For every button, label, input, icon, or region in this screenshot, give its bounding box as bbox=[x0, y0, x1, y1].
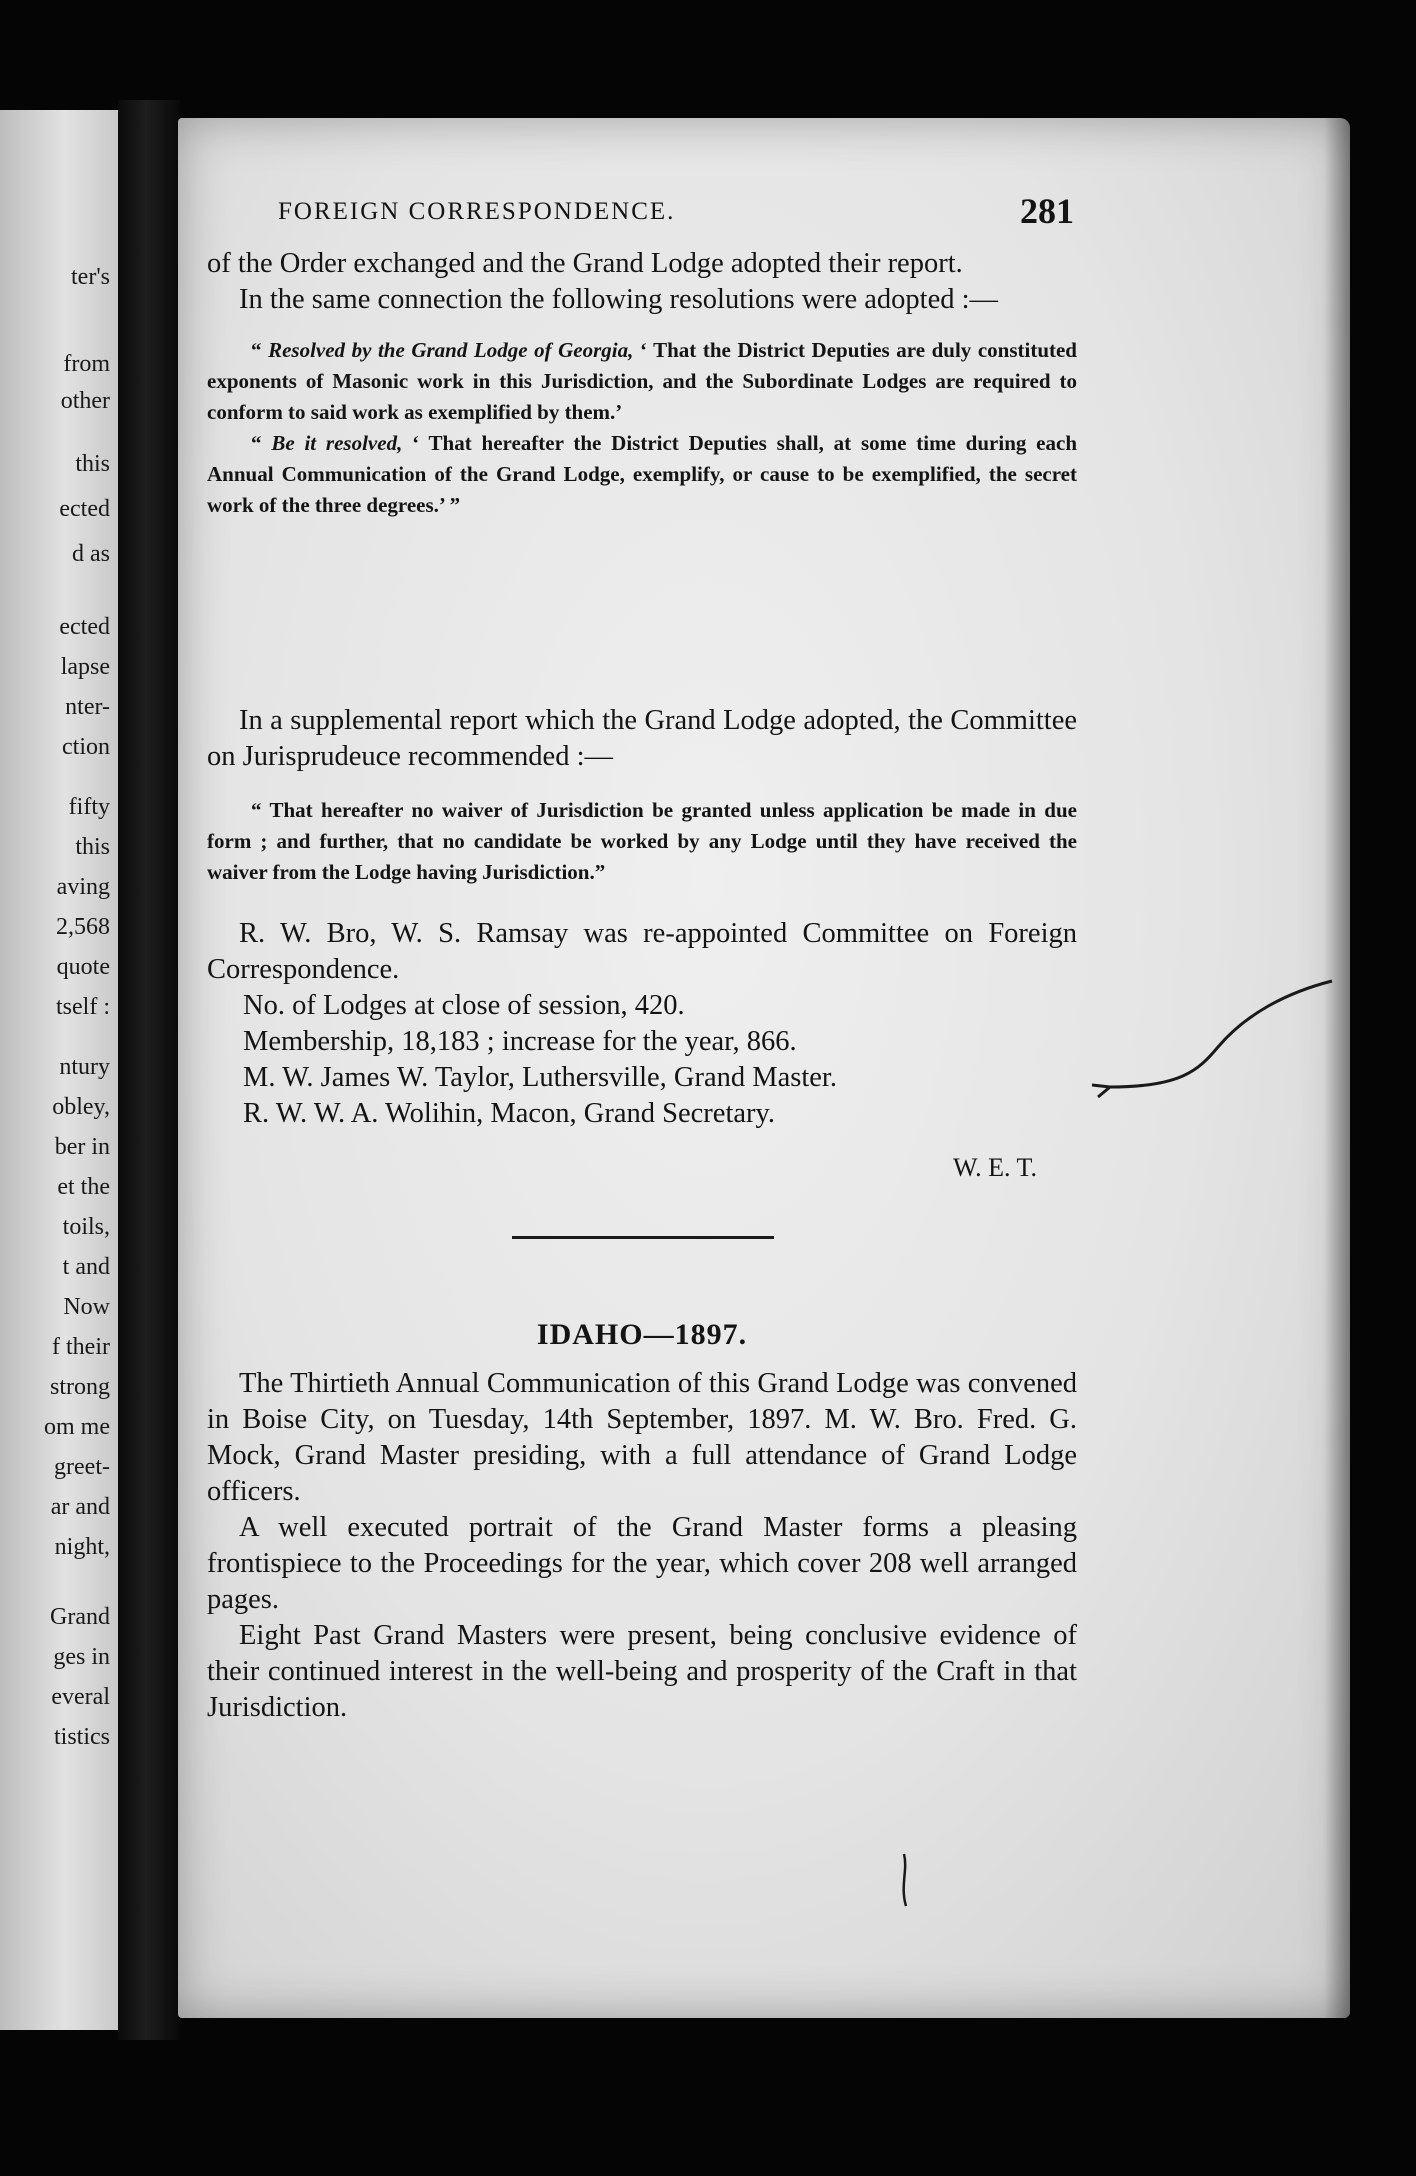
quote-resolution-1-text: ‘ That the District Deputies are duly constituted exponents of Masonic work in this Jurisdiction, and the Subordinate Lodges are required to conform to said work as exemplified by them.’ bbox=[207, 338, 1077, 424]
running-head-title: FOREIGN CORRESPONDENCE. bbox=[278, 198, 676, 225]
facing-page-fragment: this bbox=[75, 834, 110, 860]
facing-page-fragment: night, bbox=[54, 1534, 110, 1560]
quote-open-mark: “ bbox=[251, 338, 269, 362]
quote-resolution-1-italic: Resolved by the Grand Lodge of Georgia, bbox=[268, 338, 634, 362]
quote-waiver: “ That hereafter no waiver of Jurisdiction be granted unless application be made in due form ; and further, that no candidate be worked by any Lodge until they have received the waiver from the Lodge having Jurisdiction.” bbox=[207, 798, 1077, 884]
ink-tick-mark bbox=[890, 1850, 920, 1910]
facing-page-fragment: ges in bbox=[53, 1644, 110, 1670]
facing-page-fragment: lapse bbox=[60, 654, 110, 680]
quote-resolution-2 bbox=[207, 428, 1077, 521]
facing-page-fragment: ected bbox=[59, 614, 110, 640]
facing-page-fragment: ntury bbox=[59, 1054, 110, 1080]
facing-page-fragment: this bbox=[75, 451, 110, 477]
facing-page-fragment: fifty bbox=[68, 794, 110, 820]
facing-page-fragment: ction bbox=[62, 734, 110, 760]
paragraph-resolutions-intro: In the same connection the following resolutions were adopted :— bbox=[239, 284, 999, 315]
paragraph-committee-reappointed: R. W. Bro, W. S. Ramsay was re-appointed Committee on Foreign Correspondence. bbox=[207, 918, 1077, 985]
book-gutter bbox=[118, 100, 180, 2040]
facing-page-fragment: d as bbox=[72, 541, 110, 567]
stat-line: M. W. James W. Taylor, Luthersville, Grand Master. bbox=[243, 1062, 837, 1093]
facing-page-fragment: ected bbox=[59, 496, 110, 522]
facing-page-fragment: strong bbox=[50, 1374, 110, 1400]
stat-line: No. of Lodges at close of session, 420. bbox=[243, 990, 685, 1021]
facing-page-fragment: f their bbox=[52, 1334, 110, 1360]
facing-page-fragment: toils, bbox=[62, 1214, 110, 1240]
facing-page-fragment: quote bbox=[56, 954, 110, 980]
section-divider-rule bbox=[512, 1236, 774, 1239]
facing-page-fragment: tself : bbox=[56, 994, 110, 1020]
facing-page-fragment: everal bbox=[51, 1684, 110, 1710]
stat-line: R. W. W. A. Wolihin, Macon, Grand Secretary. bbox=[243, 1098, 776, 1129]
facing-page-fragment: from bbox=[63, 351, 110, 377]
page-number: 281 bbox=[1020, 191, 1074, 231]
section-heading-idaho: IDAHO—1897. bbox=[536, 1318, 748, 1351]
quote-open-mark: “ bbox=[251, 431, 272, 455]
paragraph-idaho-portrait: A well executed portrait of the Grand Master forms a pleasing frontispiece to the Proceedings for the year, which cover 208 well arranged pages. bbox=[207, 1512, 1077, 1615]
georgia-closing bbox=[207, 916, 1077, 1186]
facing-page-strip bbox=[0, 110, 118, 2030]
facing-page-fragment: ter's bbox=[71, 264, 110, 290]
paragraph-supplemental-report: In a supplemental report which the Grand Lodge adopted, the Committee on Jurisprudeuce recommended :— bbox=[207, 705, 1077, 772]
quote-resolution-2-italic: Be it resolved, bbox=[271, 431, 403, 455]
quote-resolution-1 bbox=[207, 335, 1077, 428]
stat-line: Membership, 18,183 ; increase for the year, 866. bbox=[243, 1026, 797, 1057]
facing-page-fragment: t and bbox=[62, 1254, 110, 1280]
paragraph-report-adopted: of the Order exchanged and the Grand Lodge adopted their report. bbox=[207, 248, 963, 279]
paragraph-idaho-past-masters: Eight Past Grand Masters were present, being conclusive evidence of their continued interest in the well-being and prosperity of the Craft in that Jurisdiction. bbox=[207, 1620, 1077, 1723]
idaho-section bbox=[207, 1366, 1077, 1726]
facing-page-fragment: tistics bbox=[53, 1724, 110, 1750]
facing-page-fragment: aving bbox=[56, 874, 110, 900]
facing-page-fragment: obley, bbox=[52, 1094, 110, 1120]
quote-resolution-2-text: ‘ That hereafter the District Deputies shall, at some time during each Annual Communication of the Grand Lodge, exemplify, or cause to be exemplified, the secret work of the three degrees.’ ” bbox=[207, 431, 1078, 517]
georgia-opening bbox=[207, 246, 1077, 318]
facing-page-fragment: greet- bbox=[54, 1454, 110, 1480]
jurisprudence-quote bbox=[207, 795, 1077, 888]
facing-page-fragment: et the bbox=[57, 1174, 110, 1200]
georgia-resolutions-quote bbox=[207, 335, 1077, 521]
facing-page-fragment: nter- bbox=[65, 694, 110, 720]
facing-page-fragment: Grand bbox=[50, 1604, 110, 1630]
paragraph-idaho-communication: The Thirtieth Annual Communication of this Grand Lodge was convened in Boise City, on Tuesday, 14th September, 1897. M. W. Bro. Fred. G. Mock, Grand Master presiding, with a full attendance of Grand Lodge officers. bbox=[207, 1368, 1077, 1507]
running-head bbox=[278, 190, 1078, 230]
facing-page-fragment: ber in bbox=[54, 1134, 110, 1160]
ink-pen-stroke bbox=[1080, 975, 1340, 1115]
facing-page-fragment: other bbox=[60, 388, 110, 414]
georgia-supplemental bbox=[207, 703, 1077, 775]
author-signature: W. E. T. bbox=[952, 1153, 1037, 1182]
facing-page-fragment: 2,568 bbox=[56, 914, 110, 940]
facing-page-fragment: om me bbox=[44, 1414, 110, 1440]
facing-page-fragment: Now bbox=[63, 1294, 110, 1320]
facing-page-fragment: ar and bbox=[50, 1494, 110, 1520]
